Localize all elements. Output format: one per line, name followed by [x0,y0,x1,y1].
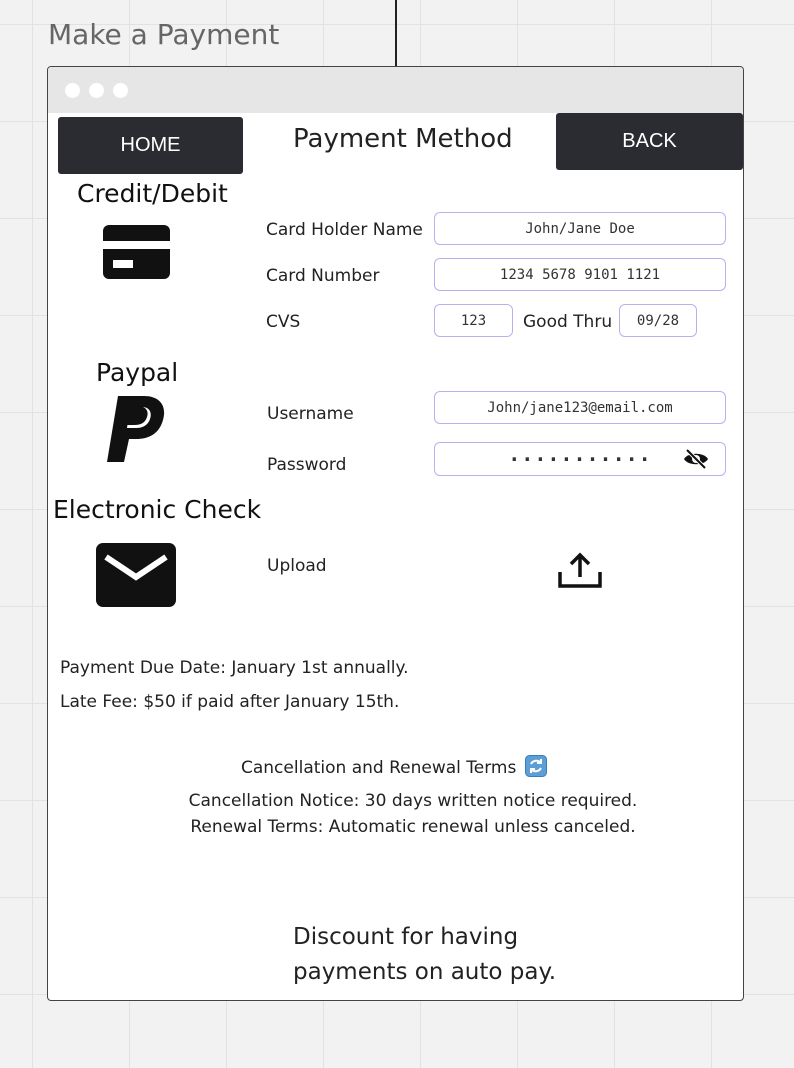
password-input[interactable] [434,442,726,476]
window-dot [65,83,80,98]
connector-line [395,0,397,67]
discount-line-2: payments on auto pay. [293,959,557,985]
paypal-icon[interactable] [104,392,168,466]
card-holder-input[interactable]: John/Jane Doe [434,212,726,245]
password-mask: ........... [508,442,652,466]
card-holder-label: Card Holder Name [266,220,423,240]
payment-window [47,66,744,1001]
window-titlebar [48,67,743,113]
back-button[interactable]: BACK [556,113,743,170]
username-input[interactable]: John/jane123@email.com [434,391,726,424]
window-dot [89,83,104,98]
home-button[interactable]: HOME [58,117,243,174]
good-thru-input[interactable]: 09/28 [619,304,697,337]
credit-card-icon[interactable] [103,225,170,279]
page-heading: Make a Payment [48,18,280,51]
payment-due-date: Payment Due Date: January 1st annually. [60,658,409,678]
refresh-icon [525,755,547,777]
discount-line-1: Discount for having [293,924,519,950]
cancellation-notice: Cancellation Notice: 30 days written notice required. [188,791,638,811]
window-dot [113,83,128,98]
password-label: Password [267,455,347,475]
late-fee: Late Fee: $50 if paid after January 15th. [60,692,400,712]
good-thru-label: Good Thru [523,312,613,332]
renewal-terms: Renewal Terms: Automatic renewal unless canceled. [190,817,636,837]
electronic-check-title: Electronic Check [53,495,262,524]
upload-icon[interactable] [558,552,602,589]
username-label: Username [267,404,354,424]
envelope-icon[interactable] [96,543,176,607]
page-title: Payment Method [293,124,513,154]
cvs-input[interactable]: 123 [434,304,513,337]
eye-slash-icon[interactable] [683,448,709,470]
credit-debit-title: Credit/Debit [77,179,228,208]
card-number-input[interactable]: 1234 5678 9101 1121 [434,258,726,291]
cancellation-heading [241,755,547,778]
cancellation-heading-text: Cancellation and Renewal Terms [241,758,517,778]
paypal-title: Paypal [96,358,179,387]
upload-label: Upload [267,556,327,576]
cvs-label: CVS [266,312,301,332]
card-number-label: Card Number [266,266,380,286]
